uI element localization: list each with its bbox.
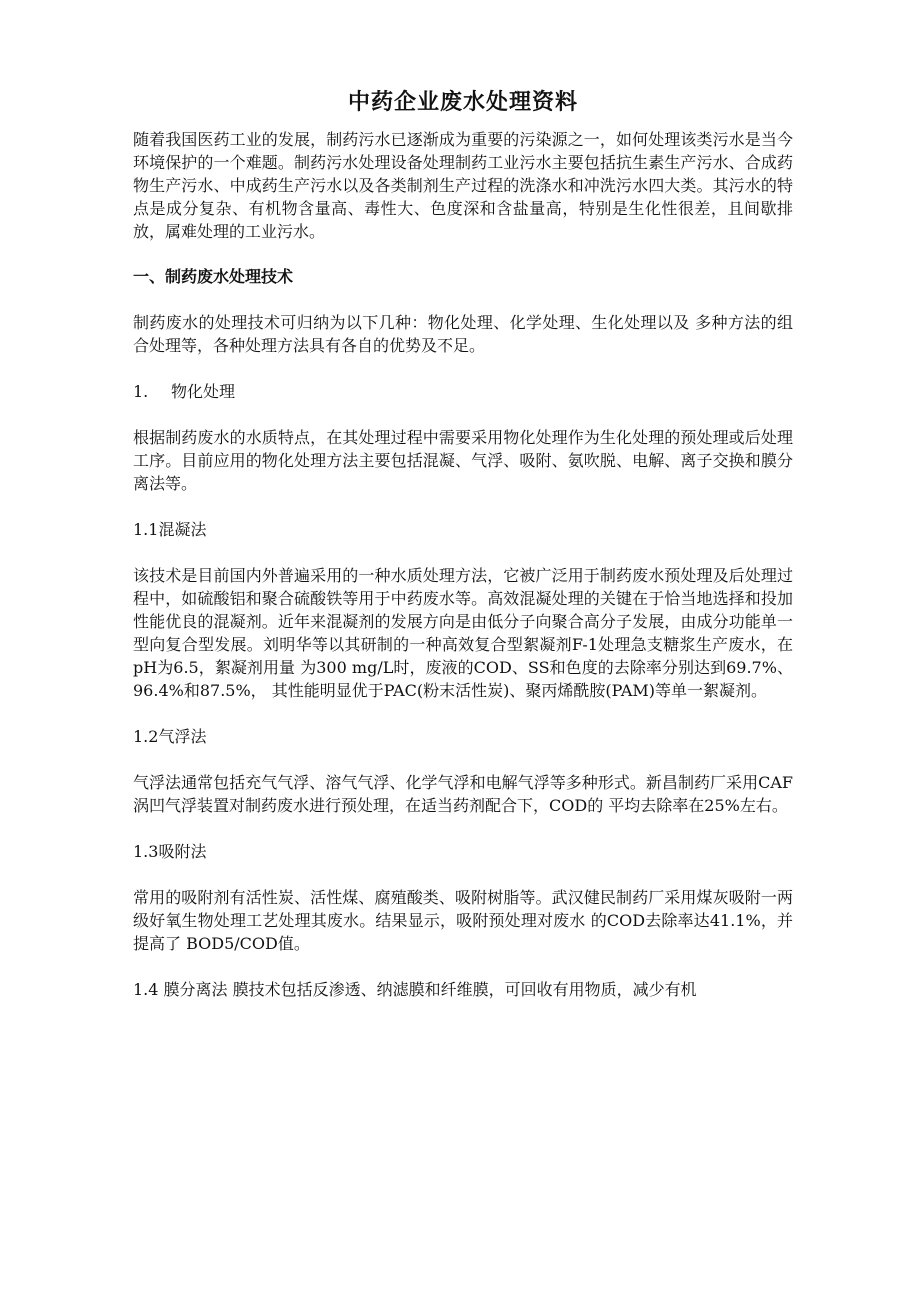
paragraph-flotation: 气浮法通常包括充气气浮、溶气气浮、化学气浮和电解气浮等多种形式。新昌制药厂采用CAF涡凹气浮装置对制药废水进行预处理，在适当药剂配合下，COD的 平均去除率在25%左右。 bbox=[133, 773, 793, 815]
paragraph-membrane: 1.4 膜分离法 膜技术包括反渗透、纳滤膜和纤维膜，可回收有用物质，减少有机 bbox=[133, 980, 697, 999]
section-heading-treatment-tech: 一、制药废水处理技术 bbox=[133, 267, 294, 286]
subsection-heading-flotation: 1.2气浮法 bbox=[133, 727, 207, 746]
document-page bbox=[133, 88, 793, 1024]
document-title: 中药企业废水处理资料 bbox=[347, 90, 578, 115]
subsection-heading-coagulation: 1.1混凝法 bbox=[133, 520, 207, 539]
subsection-heading-adsorption: 1.3吸附法 bbox=[133, 842, 207, 861]
paragraph-physchem: 根据制药废水的水质特点，在其处理过程中需要采用物化处理作为生化处理的预处理或后处理工序。目前应用的物化处理方法主要包括混凝、气浮、吸附、氨吹脱、电解、离子交换和膜分离法等。 bbox=[133, 428, 793, 493]
paragraph-adsorption: 常用的吸附剂有活性炭、活性煤、腐殖酸类、吸附树脂等。武汉健民制药厂采用煤灰吸附一两级好氧生物处理工艺处理其废水。结果显示，吸附预处理对废水 的COD去除率达41.1%，并提高了 BOD5/COD值。 bbox=[133, 888, 793, 953]
subsection-title: 物化处理 bbox=[171, 382, 236, 401]
subsection-heading-physchem bbox=[133, 380, 793, 403]
subsection-number: 1. bbox=[133, 382, 149, 401]
section-paragraph-treatment-tech: 制药废水的处理技术可归纳为以下几种：物化处理、化学处理、生化处理以及 多种方法的组合处理等，各种处理方法具有各自的优势及不足。 bbox=[133, 313, 793, 355]
intro-paragraph: 随着我国医药工业的发展，制药污水已逐渐成为重要的污染源之一，如何处理该类污水是当今环境保护的一个难题。制药污水处理设备处理制药工业污水主要包括抗生素生产污水、合成药物生产污水、中成药生产污水以及各类制剂生产过程的洗涤水和冲洗污水四大类。其污水的特点是成分复杂、有机物含量高、毒性大、色度深和含盐量高，特别是生化性很差，且间歇排放，属难处理的工业污水。 bbox=[133, 130, 793, 241]
paragraph-coagulation: 该技术是目前国内外普遍采用的一种水质处理方法，它被广泛用于制药废水预处理及后处理过程中，如硫酸铝和聚合硫酸铁等用于中药废水等。高效混凝处理的关键在于恰当地选择和投加性能优良的混凝剂。近年来混凝剂的发展方向是由低分子向聚合高分子发展，由成分功能单一型向复合型发展。刘明华等以其研制的一种高效复合型絮凝剂F-1处理急支糖浆生产废水，在pH为6.5，絮凝剂用量 为300 mg/L时，废液的COD、SS和色度的去除率分别达到69.7%、96.4%和87.5%， 其性能明显优于PAC(粉末活性炭)、聚丙烯酰胺(PAM)等单一絮凝剂。 bbox=[133, 566, 793, 700]
